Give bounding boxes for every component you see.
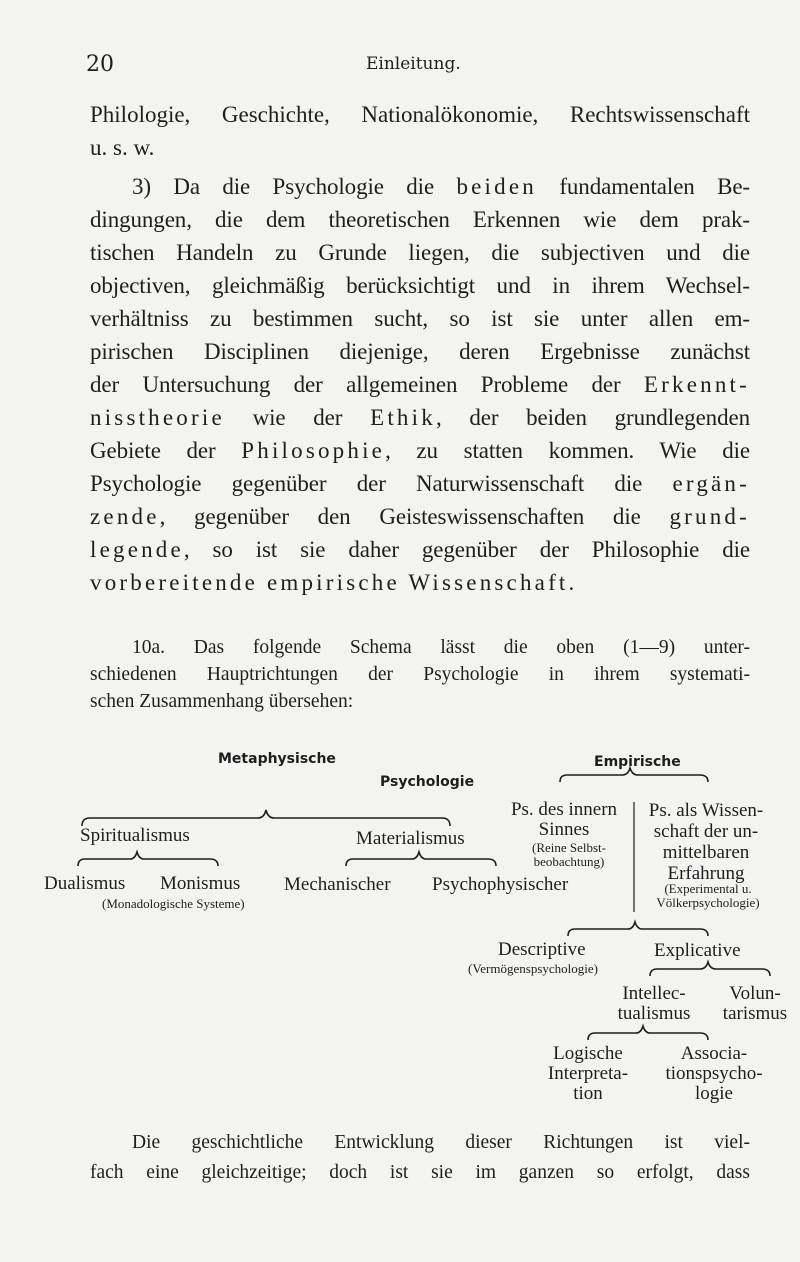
text-line: dingungen, die dem theoretischen Erkennen wie dem prak-: [90, 207, 750, 232]
brace-explicative: [650, 962, 770, 976]
label-psychologie: Psychologie: [380, 774, 475, 790]
text-line: Interpreta-: [547, 1063, 629, 1084]
text-line: [90, 467, 750, 500]
spaced-emphasis: zende: [90, 504, 160, 529]
text-line: 10a. Das folgende Schema lässt die oben (1—9) unter-: [132, 637, 750, 658]
page-number: 20: [86, 52, 114, 77]
text-line: Ps. des innern: [510, 799, 618, 820]
text-line: Sinnes: [538, 819, 590, 840]
text-line: Ps. als Wissen-: [648, 800, 764, 821]
label-voluntarismus: [712, 984, 798, 1024]
text-line: objectiven, gleichmäßig berücksichtigt und in ihrem Wechsel-: [90, 273, 750, 298]
label-dualismus: Dualismus: [44, 873, 126, 894]
label-intellectualismus: [604, 984, 704, 1024]
text-line: logie: [695, 1083, 733, 1104]
text-line: tion: [573, 1083, 603, 1104]
text-line: Die geschichtliche Entwicklung dieser Richtungen ist viel-: [132, 1132, 750, 1153]
label-materialismus: Materialismus: [356, 828, 465, 849]
label-experimental: [638, 882, 778, 910]
text-line: schen Zusammenhang übersehen:: [90, 691, 354, 712]
paragraph-1: [90, 98, 750, 164]
label-explicative: Explicative: [654, 940, 741, 961]
paragraph-4: [90, 1128, 750, 1188]
brace-ps-wissenschaft: [568, 922, 708, 936]
spaced-emphasis: beiden: [456, 174, 537, 199]
spaced-emphasis: legende: [90, 537, 184, 562]
text-line: [90, 368, 750, 401]
brace-spiritualismus: [78, 852, 218, 866]
label-descriptive: Descriptive: [498, 939, 586, 960]
text-line: Philologie, Geschichte, Nationalökonomie, Rechtswissenschaft: [90, 102, 750, 127]
spaced-emphasis: Erkennt-: [643, 372, 750, 397]
spaced-emphasis: Philosophie: [241, 438, 386, 463]
spaced-emphasis: Ethik: [370, 405, 436, 430]
text-line: fach eine gleichzeitige; doch ist sie im ganzen so erfolgt, dass: [90, 1162, 750, 1183]
text-line: Logische: [553, 1043, 623, 1064]
label-empirische: Empirische: [594, 754, 681, 770]
text-line: Associa-: [680, 1043, 748, 1064]
text-run: fundamentalen Be-: [536, 174, 750, 199]
text-run: Psychologie gegenüber der Naturwissenschaft die: [90, 471, 673, 496]
label-psychophysischer: Psychophysischer: [432, 874, 569, 895]
text-line: (Reine Selbst-: [531, 840, 606, 855]
text-line: u. s. w.: [90, 135, 155, 160]
text-line: [90, 533, 750, 566]
brace-materialismus: [346, 852, 496, 866]
text-line: [90, 566, 750, 599]
text-line: [90, 434, 750, 467]
paragraph-2: [90, 170, 750, 599]
label-monismus: Monismus: [160, 873, 241, 894]
label-logische-interpretation: [532, 1044, 644, 1104]
spaced-emphasis: grund-: [669, 504, 750, 529]
text-run: , gegenüber den Geisteswissenschaften die: [159, 504, 670, 529]
label-spiritualismus: Spiritualismus: [80, 825, 190, 846]
spaced-emphasis: vorbereitende empirische Wissenschaft: [90, 570, 569, 595]
text-line: [90, 170, 750, 203]
text-line: beobachtung): [533, 854, 605, 869]
text-run: Gebiete der: [90, 438, 242, 463]
brace-psychologie-metaphysische: [82, 810, 450, 826]
label-monadologische: (Monadologische Systeme): [102, 896, 245, 911]
text-line: tualismus: [617, 1003, 691, 1024]
text-run: .: [568, 570, 575, 595]
text-line: Völkerpsychologie): [656, 895, 760, 910]
text-line: tischen Handeln zu Grunde liegen, die subjectiven und die: [90, 240, 750, 265]
spaced-emphasis: nisstheorie: [90, 405, 225, 430]
text-line: tionspsycho-: [665, 1063, 763, 1084]
running-head: Einleitung.: [366, 54, 461, 74]
label-reine-selbstbeobachtung: [506, 841, 632, 869]
text-line: schaft der un-: [653, 821, 759, 842]
text-line: verhältniss zu bestimmen sucht, so ist sie unter allen em-: [90, 306, 750, 331]
paragraph-3: [90, 634, 750, 715]
label-metaphysische: Metaphysische: [218, 751, 336, 767]
label-ps-wissenschaft: [634, 800, 778, 884]
text-run: wie der: [224, 405, 371, 430]
text-line: tarismus: [722, 1003, 788, 1024]
label-ps-innern: [494, 800, 634, 840]
text-line: (Experimental u.: [664, 881, 752, 896]
text-run: , der beiden grundlegenden: [435, 405, 750, 430]
text-run: , zu statten kommen. Wie die: [385, 438, 750, 463]
text-line: Volun-: [729, 983, 781, 1004]
text-line: pirischen Disciplinen diejenige, deren Ergebnisse zunächst: [90, 339, 750, 364]
text-run: der Untersuchung der allgemeinen Probleme der: [90, 372, 644, 397]
label-vermoegenspsychologie: (Vermögenspsychologie): [468, 961, 598, 976]
brace-intellectualismus: [588, 1026, 708, 1040]
text-line: schiedenen Hauptrichtungen der Psychologie in ihrem systemati-: [90, 664, 750, 685]
spaced-emphasis: ergän-: [672, 471, 750, 496]
text-line: Erfahrung: [667, 863, 745, 884]
text-run: , so ist sie daher gegenüber der Philosophie die: [183, 537, 750, 562]
text-line: [90, 500, 750, 533]
label-associationspsychologie: [650, 1044, 778, 1104]
text-line: mittelbaren: [662, 842, 750, 863]
label-mechanischer: Mechanischer: [284, 874, 391, 895]
text-line: Intellec-: [622, 983, 686, 1004]
text-line: [90, 401, 750, 434]
brace-empirische: [560, 768, 708, 782]
text-run: 3) Da die Psychologie die: [132, 174, 457, 199]
